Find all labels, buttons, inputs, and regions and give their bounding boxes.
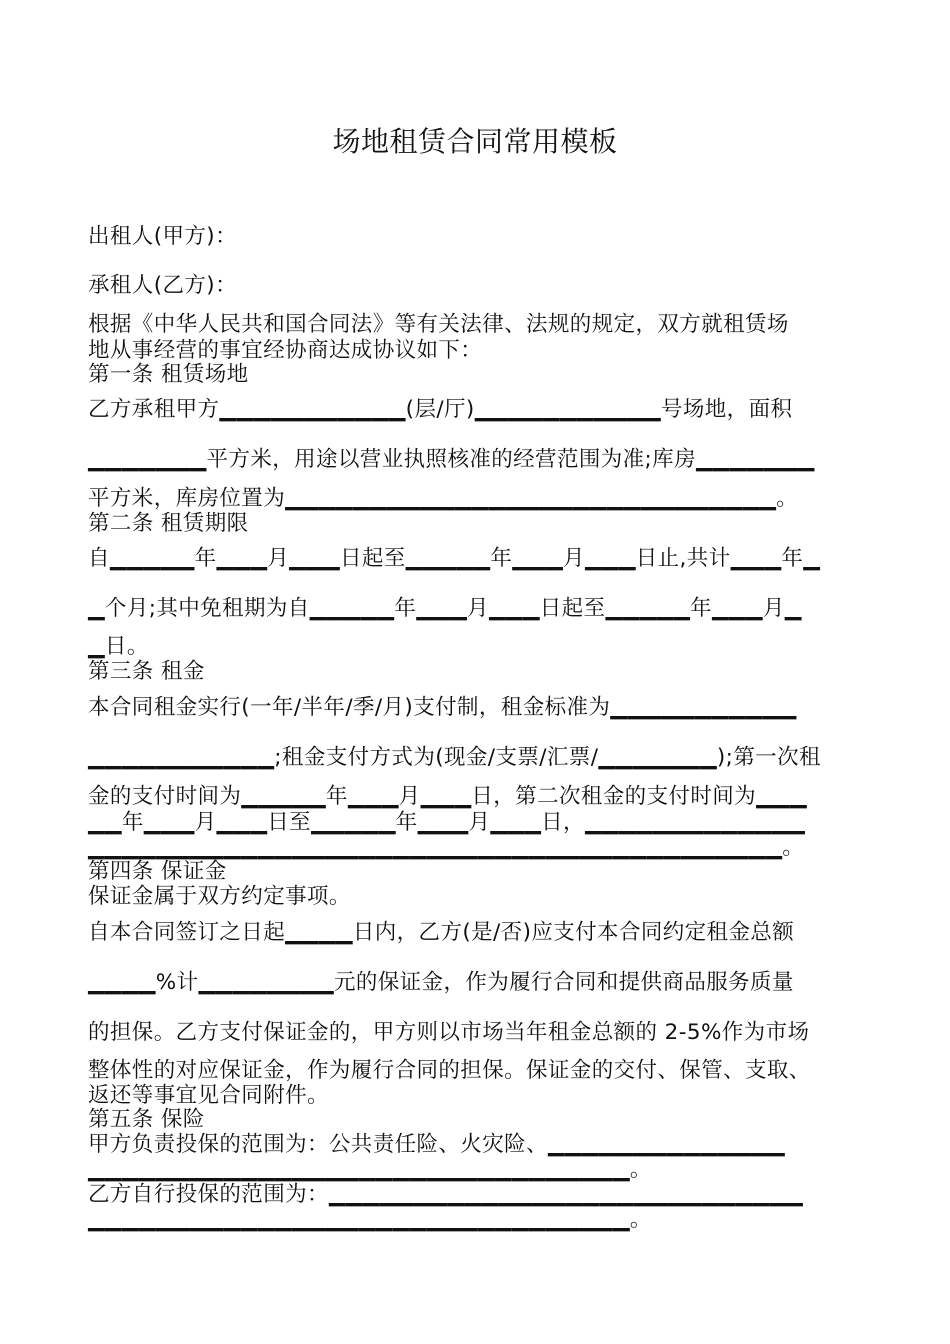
article-1-heading: 第一条 租赁场地	[88, 362, 249, 387]
party-b-line: 承租人(乙方)：	[88, 273, 237, 298]
article-4-line: 保证金属于双方约定事项。	[88, 884, 351, 909]
article-4-line: 返还等事宜见合同附件。	[88, 1083, 329, 1108]
article-3-line: ▁▁年▁▁▁月▁▁▁日至▁▁▁▁▁年▁▁▁月▁▁▁日，▁▁▁▁▁▁▁▁▁▁▁▁▁	[88, 810, 806, 835]
article-4-line: 自本合同签订之日起▁▁▁▁日内，乙方(是/否)应支付本合同约定租金总额	[88, 920, 795, 945]
article-5-line: 乙方自行投保的范围为：▁▁▁▁▁▁▁▁▁▁▁▁▁▁▁▁▁▁▁▁▁▁▁▁▁▁▁▁	[88, 1182, 804, 1207]
article-3-line: ▁▁▁▁▁▁▁▁▁▁▁;租金支付方式为(现金/支票/汇票/▁▁▁▁▁▁▁);第一次租	[88, 745, 821, 770]
article-5-heading: 第五条 保险	[88, 1107, 205, 1132]
preamble-line: 地从事经营的事宜经协商达成协议如下：	[88, 338, 483, 363]
article-4-line: 整体性的对应保证金，作为履行合同的担保。保证金的交付、保管、支取、	[88, 1058, 811, 1083]
article-3-line: 金的支付时间为▁▁▁▁▁年▁▁▁月▁▁▁日，第二次租金的支付时间为▁▁▁	[88, 784, 807, 809]
preamble-line: 根据《中华人民共和国合同法》等有关法律、法规的规定，双方就租赁场	[88, 312, 789, 337]
article-4-line: ▁▁▁▁%计▁▁▁▁▁▁▁▁元的保证金，作为履行合同和提供商品服务质量	[88, 970, 794, 995]
party-a-line: 出租人(甲方)：	[88, 224, 237, 249]
article-5-line: 甲方负责投保的范围为：公共责任险、火灾险、▁▁▁▁▁▁▁▁▁▁▁▁▁▁	[88, 1132, 785, 1157]
article-2-line: ▁个月;其中免租期为自▁▁▁▁▁年▁▁▁月▁▁▁日起至▁▁▁▁▁年▁▁▁月▁	[88, 596, 802, 621]
article-2-heading: 第二条 租赁期限	[88, 511, 249, 536]
article-3-heading: 第三条 租金	[88, 659, 205, 684]
article-4-heading: 第四条 保证金	[88, 859, 227, 884]
article-3-line: 本合同租金实行(一年/半年/季/月)支付制，租金标准为▁▁▁▁▁▁▁▁▁▁▁	[88, 695, 797, 720]
article-1-line: 平方米，库房位置为▁▁▁▁▁▁▁▁▁▁▁▁▁▁▁▁▁▁▁▁▁▁▁▁▁▁▁▁▁。	[88, 486, 799, 511]
article-4-line: 的担保。乙方支付保证金的，甲方则以市场当年租金总额的 2-5%作为市场	[88, 1020, 810, 1045]
article-2-line: 自▁▁▁▁▁年▁▁▁月▁▁▁日起至▁▁▁▁▁年▁▁▁月▁▁▁日止,共计▁▁▁年▁	[88, 546, 821, 571]
article-5-line: ▁▁▁▁▁▁▁▁▁▁▁▁▁▁▁▁▁▁▁▁▁▁▁▁▁▁▁▁▁▁▁▁。	[88, 1157, 652, 1182]
article-5-line: ▁▁▁▁▁▁▁▁▁▁▁▁▁▁▁▁▁▁▁▁▁▁▁▁▁▁▁▁▁▁▁▁。	[88, 1207, 652, 1232]
article-1-line: 乙方承租甲方▁▁▁▁▁▁▁▁▁▁▁(层/厅)▁▁▁▁▁▁▁▁▁▁▁号场地，面积	[88, 397, 793, 422]
article-3-line: ▁▁▁▁▁▁▁▁▁▁▁▁▁▁▁▁▁▁▁▁▁▁▁▁▁▁▁▁▁▁▁▁▁▁▁▁▁▁▁▁▁。	[88, 835, 805, 860]
article-1-line: ▁▁▁▁▁▁▁平方米，用途以营业执照核准的经营范围为准;库房▁▁▁▁▁▁▁	[88, 447, 815, 472]
article-2-line: ▁日。	[88, 634, 149, 659]
document-title: 场地租赁合同常用模板	[332, 125, 618, 158]
